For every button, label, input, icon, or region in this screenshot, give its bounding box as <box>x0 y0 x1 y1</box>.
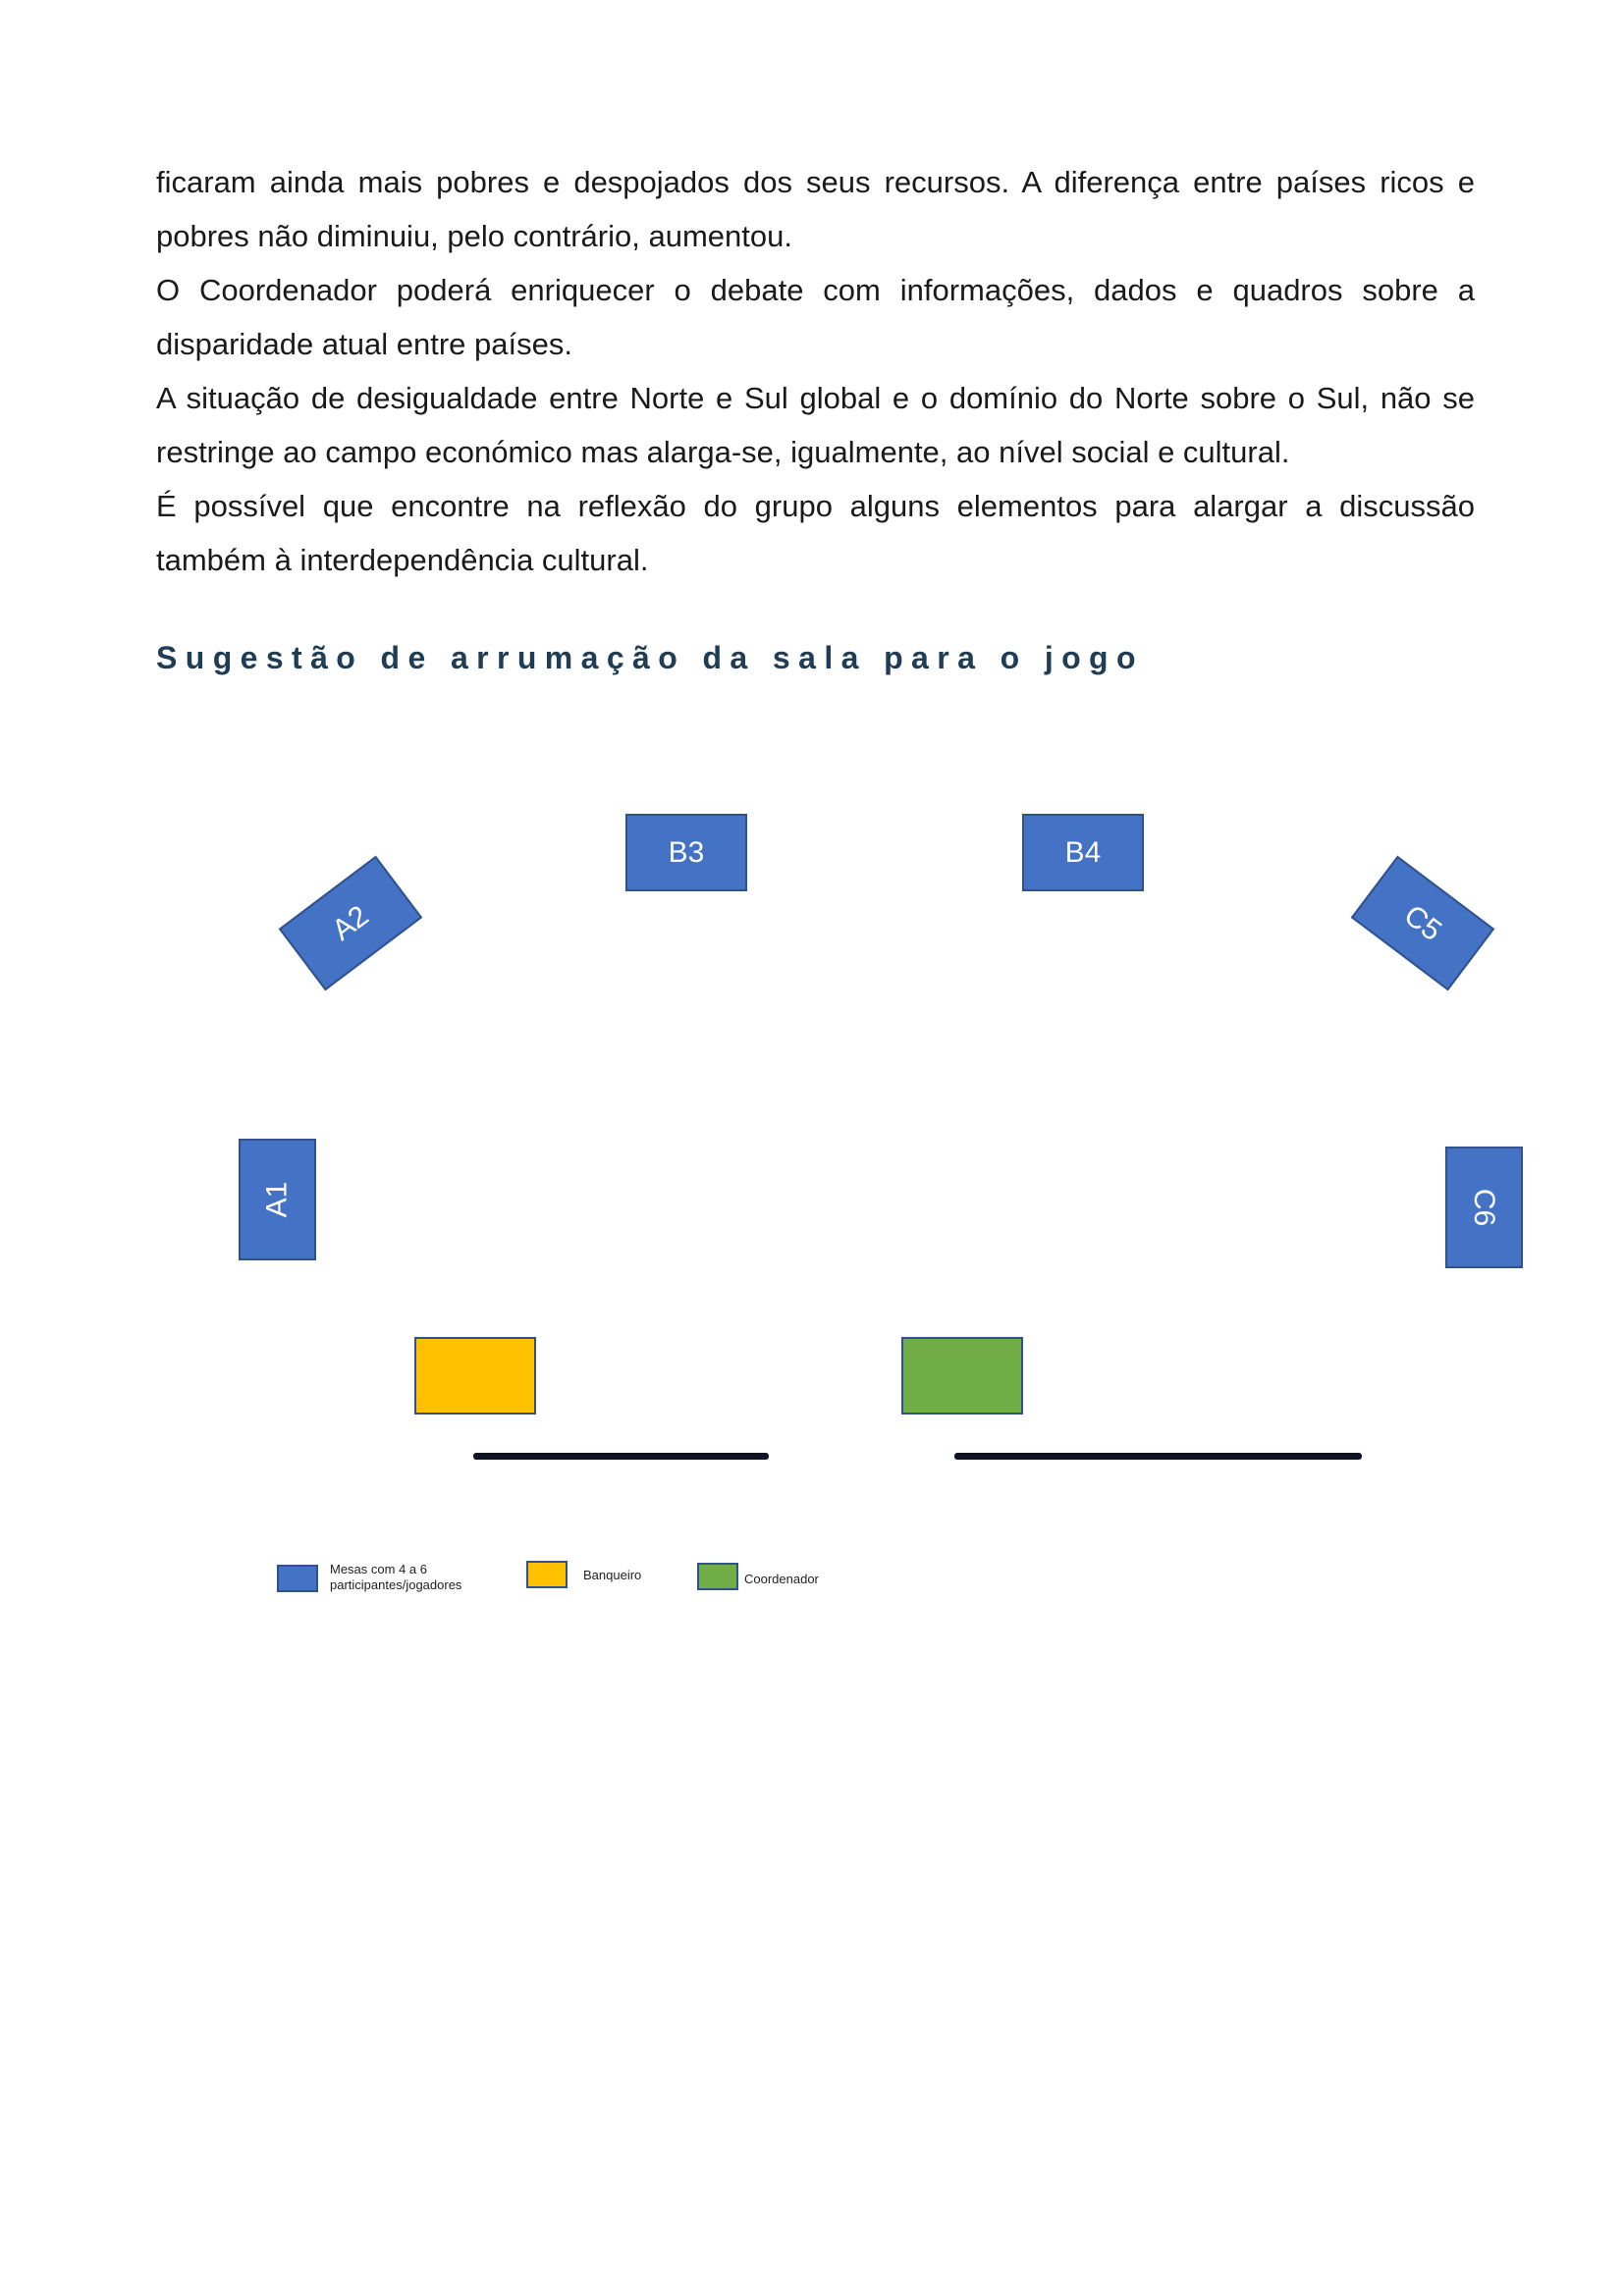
table-a2-label: A2 <box>326 898 375 947</box>
paragraph-3: A situação de desigualdade entre Norte e Sul global e o domínio do Norte sobre o Sul, não se restringe ao campo económico mas alarga-se, igualmente, ao nível social e cultural. <box>156 381 1475 469</box>
board-line-left <box>473 1453 769 1460</box>
banker-table <box>414 1337 536 1415</box>
table-c6-label: C6 <box>1468 1188 1501 1227</box>
legend-tables-label <box>330 1562 461 1593</box>
table-a1-label: A1 <box>260 1181 294 1218</box>
paragraph-1: ficaram ainda mais pobres e despojados dos seus recursos. A diferença entre países ricos e pobres não diminuiu, pelo contrário, aumentou. <box>156 165 1475 253</box>
coordinator-table <box>901 1337 1023 1415</box>
board-line-right <box>954 1453 1362 1460</box>
paragraph-4: É possível que encontre na reflexão do grupo alguns elementos para alargar a discussão também à interdependência cultural. <box>156 489 1475 577</box>
legend-coordinator-label: Coordenador <box>744 1572 819 1586</box>
paragraph-2: O Coordenador poderá enriquecer o debate com informações, dados e quadros sobre a disparidade atual entre países. <box>156 273 1475 361</box>
legend-tables-line1: Mesas com 4 a 6 <box>330 1562 427 1576</box>
section-heading: Sugestão de arrumação da sala para o jogo <box>156 640 1144 675</box>
legend-banker-swatch <box>526 1561 568 1588</box>
legend-banker-label: Banqueiro <box>583 1568 642 1582</box>
table-b3-label: B3 <box>668 835 705 869</box>
table-b4-label: B4 <box>1064 835 1102 869</box>
legend-tables-line2: participantes/jogadores <box>330 1577 462 1592</box>
legend-coordinator-swatch <box>697 1563 738 1590</box>
table-b3 <box>625 814 747 891</box>
table-c5 <box>1351 856 1495 991</box>
table-a2 <box>279 856 423 991</box>
body-text <box>156 155 1475 587</box>
table-c6 <box>1445 1147 1523 1268</box>
table-c5-label: C5 <box>1398 898 1448 947</box>
table-a1 <box>239 1139 316 1260</box>
legend-tables-swatch <box>277 1565 318 1592</box>
table-b4 <box>1022 814 1144 891</box>
